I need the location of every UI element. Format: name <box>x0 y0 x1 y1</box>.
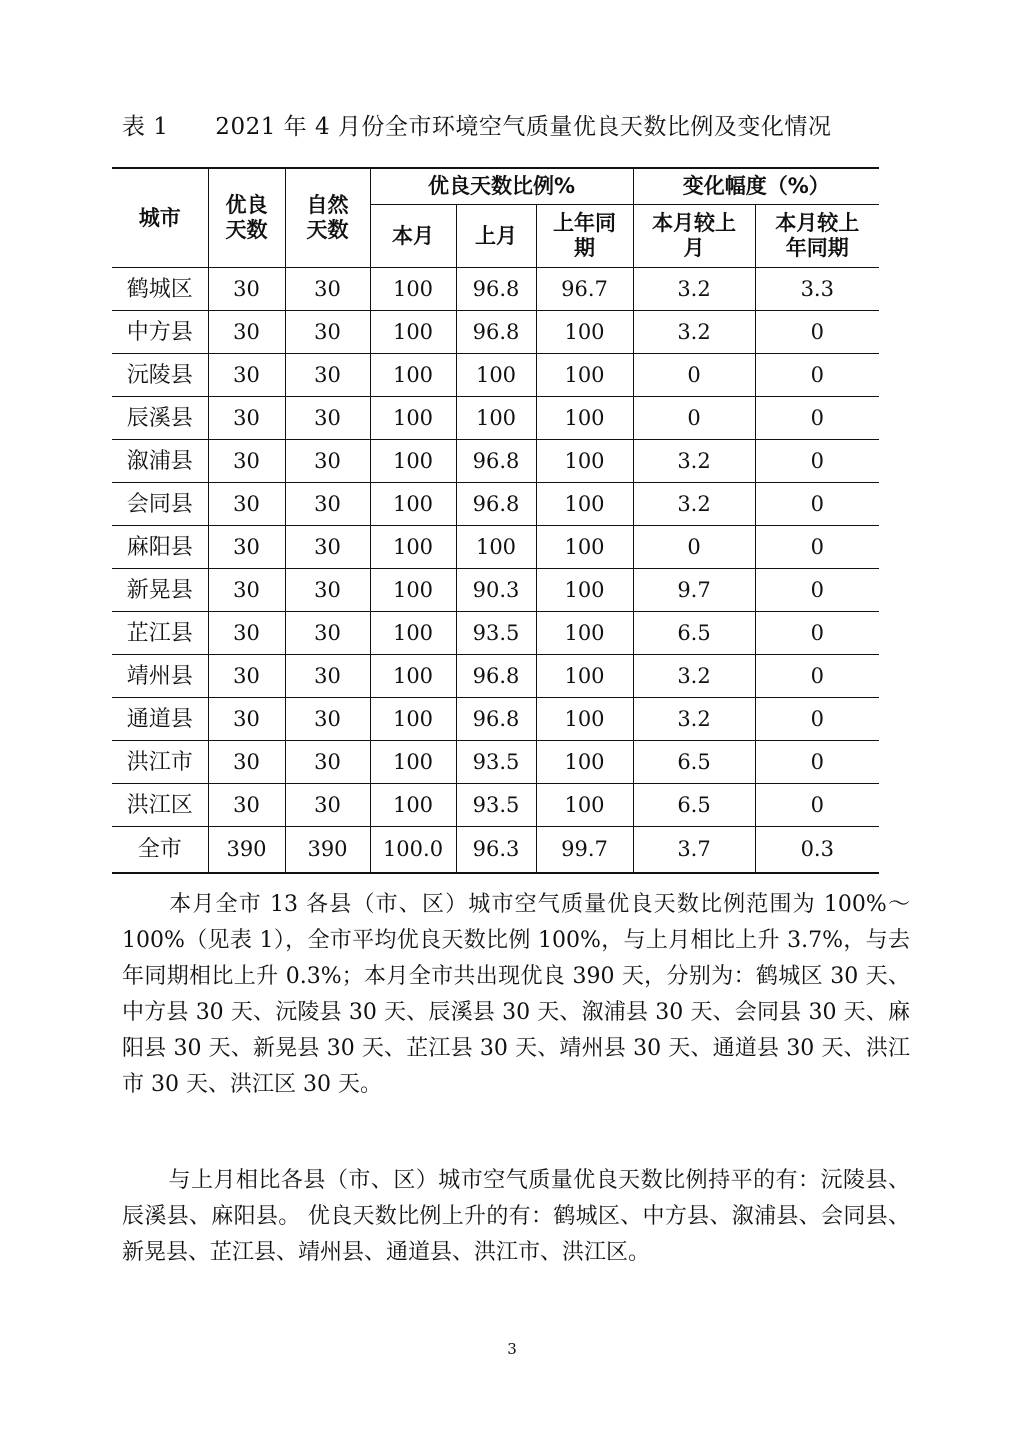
cell-natural-days: 30 <box>285 698 370 741</box>
cell-last-month: 93.5 <box>456 612 536 655</box>
cell-vs-last-year: 0 <box>755 354 879 397</box>
cell-vs-last-month: 6.5 <box>633 741 755 784</box>
cell-last-year: 100 <box>536 311 633 354</box>
cell-last-month: 96.8 <box>456 655 536 698</box>
cell-last-month: 96.8 <box>456 698 536 741</box>
cell-last-year: 100 <box>536 612 633 655</box>
header-vs-last-month <box>633 205 755 268</box>
cell-natural-days: 30 <box>285 311 370 354</box>
cell-last-year: 96.7 <box>536 268 633 311</box>
table-row <box>112 784 879 827</box>
cell-vs-last-year: 0 <box>755 612 879 655</box>
table-row <box>112 354 879 397</box>
cell-last-year: 100 <box>536 483 633 526</box>
cell-this-month: 100 <box>370 698 456 741</box>
cell-city: 全市 <box>112 827 208 874</box>
cell-good-days: 30 <box>208 698 285 741</box>
header-vs-last-year-text: 本月较上 年同期 <box>775 211 860 260</box>
cell-last-month: 93.5 <box>456 784 536 827</box>
cell-vs-last-month: 3.2 <box>633 440 755 483</box>
cell-vs-last-year: 0 <box>755 784 879 827</box>
cell-good-days: 30 <box>208 311 285 354</box>
cell-natural-days: 30 <box>285 569 370 612</box>
air-quality-table <box>112 167 879 874</box>
table-row <box>112 526 879 569</box>
header-good-days <box>208 168 285 268</box>
cell-this-month: 100.0 <box>370 827 456 874</box>
paragraph-comparison <box>122 1163 910 1271</box>
cell-vs-last-month: 3.2 <box>633 483 755 526</box>
cell-city: 通道县 <box>112 698 208 741</box>
cell-natural-days: 30 <box>285 784 370 827</box>
cell-this-month: 100 <box>370 483 456 526</box>
cell-last-year: 100 <box>536 569 633 612</box>
cell-this-month: 100 <box>370 268 456 311</box>
cell-vs-last-year: 0 <box>755 483 879 526</box>
page-number: 3 <box>507 1340 517 1358</box>
cell-this-month: 100 <box>370 526 456 569</box>
cell-vs-last-year: 0 <box>755 526 879 569</box>
cell-this-month: 100 <box>370 612 456 655</box>
table-row <box>112 397 879 440</box>
table-row <box>112 827 879 874</box>
cell-last-year: 100 <box>536 698 633 741</box>
cell-city: 会同县 <box>112 483 208 526</box>
cell-good-days: 30 <box>208 354 285 397</box>
cell-good-days: 30 <box>208 268 285 311</box>
cell-vs-last-month: 3.2 <box>633 655 755 698</box>
cell-last-month: 93.5 <box>456 741 536 784</box>
cell-natural-days: 30 <box>285 397 370 440</box>
cell-this-month: 100 <box>370 397 456 440</box>
cell-last-month: 100 <box>456 526 536 569</box>
cell-this-month: 100 <box>370 569 456 612</box>
cell-vs-last-year: 0 <box>755 741 879 784</box>
cell-vs-last-year: 0.3 <box>755 827 879 874</box>
cell-vs-last-month: 3.2 <box>633 311 755 354</box>
cell-natural-days: 30 <box>285 440 370 483</box>
cell-vs-last-month: 0 <box>633 397 755 440</box>
cell-vs-last-month: 9.7 <box>633 569 755 612</box>
cell-last-year: 99.7 <box>536 827 633 874</box>
cell-good-days: 30 <box>208 741 285 784</box>
cell-city: 芷江县 <box>112 612 208 655</box>
cell-last-year: 100 <box>536 655 633 698</box>
table-row <box>112 268 879 311</box>
table-row <box>112 483 879 526</box>
cell-this-month: 100 <box>370 311 456 354</box>
cell-natural-days: 390 <box>285 827 370 874</box>
cell-vs-last-month: 6.5 <box>633 784 755 827</box>
cell-this-month: 100 <box>370 741 456 784</box>
data-table <box>112 167 879 874</box>
cell-city: 中方县 <box>112 311 208 354</box>
cell-this-month: 100 <box>370 354 456 397</box>
cell-vs-last-year: 0 <box>755 311 879 354</box>
header-good-days-text: 优良 天数 <box>225 193 268 242</box>
cell-good-days: 30 <box>208 569 285 612</box>
cell-this-month: 100 <box>370 440 456 483</box>
cell-last-year: 100 <box>536 440 633 483</box>
cell-last-month: 96.8 <box>456 440 536 483</box>
cell-good-days: 30 <box>208 526 285 569</box>
cell-last-month: 96.8 <box>456 268 536 311</box>
cell-city: 鹤城区 <box>112 268 208 311</box>
cell-vs-last-year: 0 <box>755 655 879 698</box>
table-row <box>112 440 879 483</box>
cell-last-month: 90.3 <box>456 569 536 612</box>
cell-natural-days: 30 <box>285 483 370 526</box>
header-natural-days <box>285 168 370 268</box>
cell-last-year: 100 <box>536 397 633 440</box>
table-row <box>112 698 879 741</box>
cell-good-days: 30 <box>208 612 285 655</box>
cell-vs-last-month: 0 <box>633 526 755 569</box>
cell-city: 辰溪县 <box>112 397 208 440</box>
cell-last-month: 96.3 <box>456 827 536 874</box>
cell-vs-last-year: 0 <box>755 569 879 612</box>
header-this-month: 本月 <box>370 205 456 268</box>
cell-good-days: 30 <box>208 784 285 827</box>
cell-natural-days: 30 <box>285 354 370 397</box>
table-row <box>112 655 879 698</box>
table-row <box>112 311 879 354</box>
cell-good-days: 30 <box>208 483 285 526</box>
cell-this-month: 100 <box>370 784 456 827</box>
header-city: 城市 <box>112 168 208 268</box>
cell-natural-days: 30 <box>285 526 370 569</box>
cell-good-days: 390 <box>208 827 285 874</box>
cell-good-days: 30 <box>208 655 285 698</box>
cell-natural-days: 30 <box>285 655 370 698</box>
cell-vs-last-year: 0 <box>755 397 879 440</box>
cell-last-year: 100 <box>536 526 633 569</box>
header-vs-last-year <box>755 205 879 268</box>
paragraph-comparison-text: 与上月相比各县（市、区）城市空气质量优良天数比例持平的有：沅陵县、辰溪县、麻阳县。 优良天数比例上升的有：鹤城区、中方县、溆浦县、会同县、新晃县、芷江县、靖州县、通道县、洪江市、洪江区。 <box>122 1168 910 1265</box>
cell-vs-last-month: 3.7 <box>633 827 755 874</box>
cell-city: 沅陵县 <box>112 354 208 397</box>
cell-vs-last-month: 3.2 <box>633 698 755 741</box>
cell-last-year: 100 <box>536 741 633 784</box>
cell-this-month: 100 <box>370 655 456 698</box>
cell-last-month: 96.8 <box>456 311 536 354</box>
cell-city: 靖州县 <box>112 655 208 698</box>
cell-good-days: 30 <box>208 397 285 440</box>
header-vs-last-month-text: 本月较上 月 <box>652 211 737 260</box>
cell-last-month: 96.8 <box>456 483 536 526</box>
cell-last-month: 100 <box>456 397 536 440</box>
table-row <box>112 569 879 612</box>
cell-city: 洪江区 <box>112 784 208 827</box>
header-last-year <box>536 205 633 268</box>
cell-vs-last-month: 3.2 <box>633 268 755 311</box>
cell-natural-days: 30 <box>285 741 370 784</box>
cell-vs-last-year: 0 <box>755 440 879 483</box>
cell-good-days: 30 <box>208 440 285 483</box>
paragraph-summary-text: 本月全市 13 各县（市、区）城市空气质量优良天数比例范围为 100%～100%（见表 1），全市平均优良天数比例 100%，与上月相比上升 3.7%，与去年同期相比上升 0.3%；本月全市共出现优良 390 天，分别为：鹤城区 30 天、中方县 30 天、沅陵县 30 天、辰溪县 30 天、溆浦县 30 天、会同县 30 天、麻阳县 30 天、新晃县 30 天、芷江县 30 天、靖州县 30 天、通道县 30 天、洪江市 30 天、洪江区 30 天。 <box>122 892 910 1097</box>
cell-city: 新晃县 <box>112 569 208 612</box>
cell-last-year: 100 <box>536 354 633 397</box>
header-natural-days-text: 自然 天数 <box>306 193 349 242</box>
table-row <box>112 741 879 784</box>
cell-city: 溆浦县 <box>112 440 208 483</box>
table-caption: 表 1 2021 年 4 月份全市环境空气质量优良天数比例及变化情况 <box>122 114 832 140</box>
cell-natural-days: 30 <box>285 268 370 311</box>
cell-vs-last-month: 6.5 <box>633 612 755 655</box>
table-body <box>112 268 879 874</box>
table-row <box>112 612 879 655</box>
header-change-group: 变化幅度（%） <box>633 168 879 205</box>
paragraph-summary <box>122 887 910 1103</box>
cell-last-month: 100 <box>456 354 536 397</box>
cell-vs-last-month: 0 <box>633 354 755 397</box>
cell-city: 麻阳县 <box>112 526 208 569</box>
header-last-year-text: 上年同 期 <box>553 211 616 260</box>
cell-last-year: 100 <box>536 784 633 827</box>
header-last-month: 上月 <box>456 205 536 268</box>
cell-city: 洪江市 <box>112 741 208 784</box>
cell-vs-last-year: 3.3 <box>755 268 879 311</box>
cell-natural-days: 30 <box>285 612 370 655</box>
header-ratio-group: 优良天数比例% <box>370 168 633 205</box>
cell-vs-last-year: 0 <box>755 698 879 741</box>
